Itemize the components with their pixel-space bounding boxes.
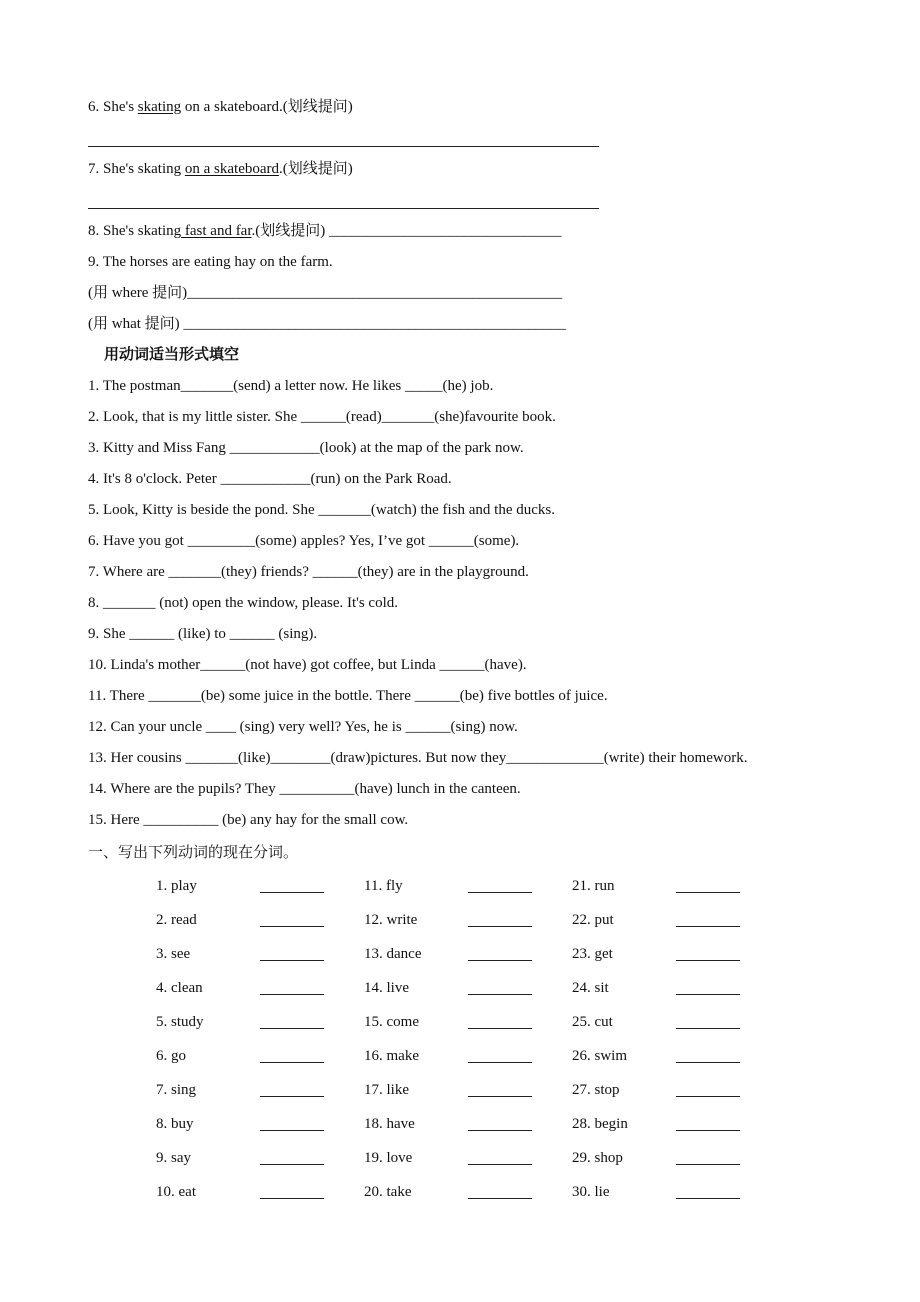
fill-item: 1. The postman_______(send) a letter now. He likes _____(he) job.: [88, 378, 494, 394]
participle-verb: 16. make: [364, 1048, 419, 1064]
fill-item: 3. Kitty and Miss Fang ____________(look) at the map of the park now.: [88, 440, 524, 456]
q6-pre: 6. She's: [88, 99, 138, 115]
participle-verb: 12. write: [364, 912, 418, 928]
q8-underlined: fast and far: [181, 223, 252, 239]
participle-verb: 13. dance: [364, 946, 422, 962]
participle-verb: 1. play: [156, 878, 197, 894]
participle-answer-blank[interactable]: [468, 1096, 532, 1097]
fill-item: 14. Where are the pupils? They __________(have) lunch in the canteen.: [88, 781, 521, 797]
participle-verb: 23. get: [572, 946, 613, 962]
participle-verb: 29. shop: [572, 1150, 623, 1166]
participle-answer-blank[interactable]: [260, 892, 324, 893]
participle-answer-blank[interactable]: [260, 1062, 324, 1063]
question-6: [88, 97, 353, 117]
participle-verb: 22. put: [572, 912, 614, 928]
participle-verb: 17. like: [364, 1082, 409, 1098]
answer-line-6[interactable]: [88, 146, 599, 147]
section-participle-heading: 一、写出下列动词的现在分词。: [88, 845, 299, 861]
participle-verb: 9. say: [156, 1150, 191, 1166]
participle-verb: 20. take: [364, 1184, 412, 1200]
participle-answer-blank[interactable]: [260, 1198, 324, 1199]
participle-verb: 7. sing: [156, 1082, 197, 1098]
participle-answer-blank[interactable]: [676, 1096, 740, 1097]
q7-underlined: on a skateboard: [184, 161, 280, 177]
participle-verb: 14. live: [364, 980, 409, 996]
participle-answer-blank[interactable]: [468, 1130, 532, 1131]
q8-post: .(划线提问) _______________________________: [251, 223, 562, 239]
participle-verb: 18. have: [364, 1116, 415, 1132]
participle-verb: 25. cut: [572, 1014, 613, 1030]
q7-pre: 7. She's skating: [88, 161, 185, 177]
participle-verb: 10. eat: [156, 1184, 196, 1200]
fill-item: 11. There _______(be) some juice in the bottle. There ______(be) five bottles of juice.: [88, 688, 608, 704]
participle-answer-blank[interactable]: [260, 960, 324, 961]
participle-answer-blank[interactable]: [260, 1164, 324, 1165]
fill-item: 6. Have you got _________(some) apples? Yes, I’ve got ______(some).: [88, 533, 520, 549]
participle-answer-blank[interactable]: [260, 1028, 324, 1029]
participle-answer-blank[interactable]: [260, 1130, 324, 1131]
question-8: [88, 221, 562, 241]
participle-answer-blank[interactable]: [468, 892, 532, 893]
participle-verb: 27. stop: [572, 1082, 620, 1098]
participle-answer-blank[interactable]: [676, 1164, 740, 1165]
participle-answer-blank[interactable]: [676, 1062, 740, 1063]
fill-item: 4. It's 8 o'clock. Peter ____________(run) on the Park Road.: [88, 471, 452, 487]
participle-verb: 8. buy: [156, 1116, 194, 1132]
question-9-what: (用 what 提问) ___________________________________________________: [88, 316, 566, 332]
participle-verb: 6. go: [156, 1048, 186, 1064]
participle-verb: 26. swim: [572, 1048, 628, 1064]
answer-line-7[interactable]: [88, 208, 599, 209]
question-7: [88, 159, 353, 179]
q7-post: .(划线提问): [279, 161, 353, 177]
participle-verb: 5. study: [156, 1014, 204, 1030]
participle-answer-blank[interactable]: [260, 926, 324, 927]
q8-pre: 8. She's skating: [88, 223, 182, 239]
fill-item: 8. _______ (not) open the window, please. It's cold.: [88, 595, 399, 611]
participle-answer-blank[interactable]: [468, 926, 532, 927]
fill-item: 7. Where are _______(they) friends? ______(they) are in the playground.: [88, 564, 529, 580]
participle-answer-blank[interactable]: [676, 892, 740, 893]
fill-item: 15. Here __________ (be) any hay for the small cow.: [88, 812, 409, 828]
fill-item: 5. Look, Kitty is beside the pond. She _______(watch) the fish and the ducks.: [88, 502, 556, 518]
participle-answer-blank[interactable]: [676, 1028, 740, 1029]
participle-verb: 24. sit: [572, 980, 609, 996]
participle-answer-blank[interactable]: [260, 1096, 324, 1097]
q6-underlined: skating: [137, 99, 182, 115]
fill-item: 9. She ______ (like) to ______ (sing).: [88, 626, 318, 642]
participle-verb: 15. come: [364, 1014, 419, 1030]
section-fill-heading: 用动词适当形式填空: [104, 347, 240, 363]
participle-verb: 19. love: [364, 1150, 413, 1166]
participle-answer-blank[interactable]: [676, 994, 740, 995]
participle-verb: 4. clean: [156, 980, 203, 996]
participle-verb: 30. lie: [572, 1184, 610, 1200]
fill-item: 13. Her cousins _______(like)________(draw)pictures. But now they_____________(write) their homework.: [88, 750, 748, 766]
question-9-where: (用 where 提问)__________________________________________________: [88, 285, 563, 301]
participle-verb: 3. see: [156, 946, 191, 962]
participle-answer-blank[interactable]: [468, 1062, 532, 1063]
q6-post: on a skateboard.(划线提问): [181, 99, 353, 115]
participle-answer-blank[interactable]: [676, 960, 740, 961]
participle-answer-blank[interactable]: [468, 994, 532, 995]
participle-answer-blank[interactable]: [468, 1164, 532, 1165]
fill-item: 2. Look, that is my little sister. She ______(read)_______(she)favourite book.: [88, 409, 556, 425]
participle-answer-blank[interactable]: [260, 994, 324, 995]
participle-answer-blank[interactable]: [676, 1130, 740, 1131]
participle-answer-blank[interactable]: [468, 1028, 532, 1029]
question-9: 9. The horses are eating hay on the farm.: [88, 254, 333, 270]
participle-answer-blank[interactable]: [676, 926, 740, 927]
fill-item: 10. Linda's mother______(not have) got coffee, but Linda ______(have).: [88, 657, 527, 673]
participle-verb: 28. begin: [572, 1116, 628, 1132]
participle-verb: 21. run: [572, 878, 615, 894]
participle-answer-blank[interactable]: [468, 1198, 532, 1199]
fill-item: 12. Can your uncle ____ (sing) very well? Yes, he is ______(sing) now.: [88, 719, 518, 735]
participle-answer-blank[interactable]: [676, 1198, 740, 1199]
participle-answer-blank[interactable]: [468, 960, 532, 961]
participle-verb: 2. read: [156, 912, 197, 928]
participle-verb: 11. fly: [364, 878, 403, 894]
